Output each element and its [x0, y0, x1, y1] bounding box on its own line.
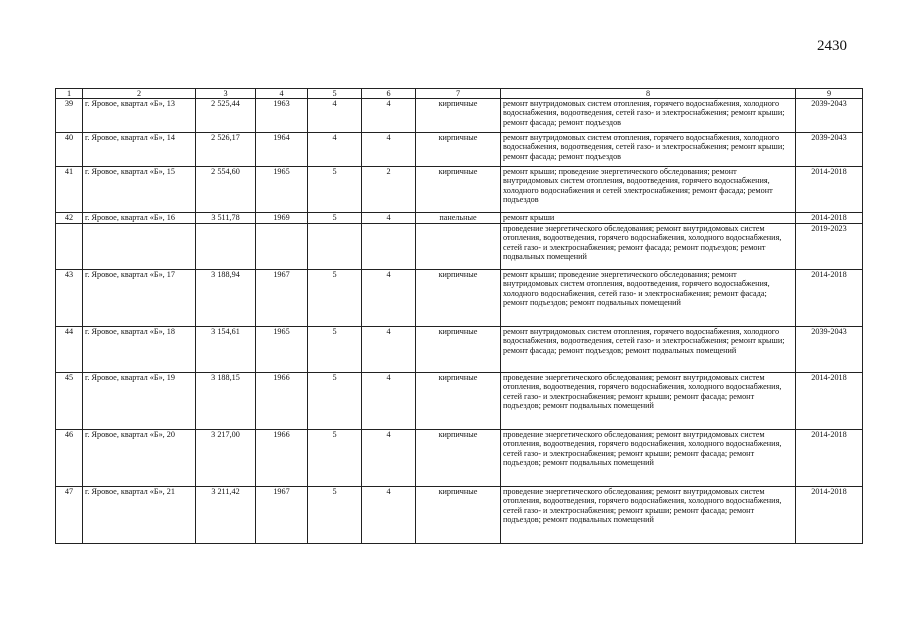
floors-cell — [308, 224, 362, 270]
address-cell — [83, 224, 196, 270]
column-header: 9 — [796, 89, 863, 99]
year-cell: 1965 — [256, 327, 308, 373]
address-cell: г. Яровое, квартал «Б», 16 — [83, 213, 196, 224]
area-cell — [196, 224, 256, 270]
wall-material-cell: кирпичные — [416, 167, 501, 213]
area-cell: 2 526,17 — [196, 133, 256, 167]
year-cell: 1964 — [256, 133, 308, 167]
floors-cell: 5 — [308, 430, 362, 487]
address-cell: г. Яровое, квартал «Б», 15 — [83, 167, 196, 213]
period-cell: 2014-2018 — [796, 270, 863, 327]
wall-material-cell: кирпичные — [416, 487, 501, 544]
works-cell: проведение энергетического обследования; ремонт внутридомовых систем отопления, водоотведения, горячего водоснабжения, холодного водоснабжения, сетей газо- и электроснабжения; ремонт фасада; ремонт подъездов; ремонт подвальных помещений — [501, 224, 796, 270]
table-row — [56, 133, 863, 167]
column-header: 7 — [416, 89, 501, 99]
works-cell: проведение энергетического обследования; ремонт внутридомовых систем отопления, водоотведения, горячего водоснабжения, холодного водоснабжения, сетей газо- и электроснабжения; ремонт крыши; ремонт фасада; ремонт подъездов; ремонт подвальных помещений — [501, 487, 796, 544]
row-number-cell: 40 — [56, 133, 83, 167]
area-cell: 3 154,61 — [196, 327, 256, 373]
year-cell: 1967 — [256, 487, 308, 544]
floors-cell: 5 — [308, 213, 362, 224]
works-cell: ремонт крыши; проведение энергетического обследования; ремонт внутридомовых систем отопления, водоотведения, горячего водоснабжения, холодного водоснабжения, сетей газо- и электроснабжения; ремонт фасада; ремонт подъездов; ремонт подвальных помещений — [501, 270, 796, 327]
period-cell: 2014-2018 — [796, 167, 863, 213]
entrances-cell: 4 — [362, 213, 416, 224]
row-number-cell: 46 — [56, 430, 83, 487]
wall-material-cell: кирпичные — [416, 99, 501, 133]
address-cell: г. Яровое, квартал «Б», 14 — [83, 133, 196, 167]
area-cell: 3 511,78 — [196, 213, 256, 224]
column-header: 2 — [83, 89, 196, 99]
entrances-cell: 4 — [362, 270, 416, 327]
column-header: 3 — [196, 89, 256, 99]
wall-material-cell: панельные — [416, 213, 501, 224]
entrances-cell — [362, 224, 416, 270]
page-number: 2430 — [817, 38, 847, 54]
period-cell: 2014-2018 — [796, 487, 863, 544]
table-row — [56, 213, 863, 224]
address-cell: г. Яровое, квартал «Б», 20 — [83, 430, 196, 487]
row-number-cell: 45 — [56, 373, 83, 430]
address-cell: г. Яровое, квартал «Б», 18 — [83, 327, 196, 373]
row-number-cell: 41 — [56, 167, 83, 213]
address-cell: г. Яровое, квартал «Б», 19 — [83, 373, 196, 430]
column-header: 8 — [501, 89, 796, 99]
floors-cell: 5 — [308, 487, 362, 544]
works-cell: ремонт крыши; проведение энергетического обследования; ремонт внутридомовых систем отопления, водоотведения, горячего водоснабжения, холодного водоснабжения и сетей электроснабжения; ремонт фасада; ремонт подъездов — [501, 167, 796, 213]
row-number-cell — [56, 224, 83, 270]
year-cell: 1966 — [256, 373, 308, 430]
area-cell: 2 525,44 — [196, 99, 256, 133]
entrances-cell: 4 — [362, 327, 416, 373]
period-cell: 2039-2043 — [796, 327, 863, 373]
wall-material-cell: кирпичные — [416, 133, 501, 167]
table-row — [56, 224, 863, 270]
floors-cell: 4 — [308, 133, 362, 167]
table-row — [56, 99, 863, 133]
column-header: 5 — [308, 89, 362, 99]
works-cell: ремонт внутридомовых систем отопления, горячего водоснабжения, холодного водоснабжения, водоотведения, сетей газо- и электроснабжения; ремонт крыши; ремонт фасада; ремонт подъездов; ремонт подвальных помещений — [501, 327, 796, 373]
entrances-cell: 2 — [362, 167, 416, 213]
year-cell: 1963 — [256, 99, 308, 133]
table-row — [56, 373, 863, 430]
row-number-cell: 44 — [56, 327, 83, 373]
floors-cell: 4 — [308, 99, 362, 133]
floors-cell: 5 — [308, 270, 362, 327]
row-number-cell: 47 — [56, 487, 83, 544]
column-header: 1 — [56, 89, 83, 99]
area-cell: 3 188,94 — [196, 270, 256, 327]
wall-material-cell — [416, 224, 501, 270]
area-cell: 3 188,15 — [196, 373, 256, 430]
table-row — [56, 487, 863, 544]
works-cell: ремонт внутридомовых систем отопления, горячего водоснабжения, холодного водоснабжения, водоотведения, сетей газо- и электроснабжения; ремонт крыши; ремонт фасада; ремонт подъездов — [501, 133, 796, 167]
table-row — [56, 327, 863, 373]
year-cell: 1966 — [256, 430, 308, 487]
wall-material-cell: кирпичные — [416, 270, 501, 327]
wall-material-cell: кирпичные — [416, 430, 501, 487]
row-number-cell: 42 — [56, 213, 83, 224]
floors-cell: 5 — [308, 373, 362, 430]
entrances-cell: 4 — [362, 430, 416, 487]
works-cell: ремонт крыши — [501, 213, 796, 224]
repair-schedule-table — [55, 88, 863, 544]
works-cell: проведение энергетического обследования; ремонт внутридомовых систем отопления, водоотведения, горячего водоснабжения, холодного водоснабжения, сетей газо- и электроснабжения; ремонт крыши; ремонт фасада; ремонт подъездов; ремонт подвальных помещений — [501, 373, 796, 430]
table-row — [56, 270, 863, 327]
area-cell: 2 554,60 — [196, 167, 256, 213]
works-cell: ремонт внутридомовых систем отопления, горячего водоснабжения, холодного водоснабжения, водоотведения, сетей газо- и электроснабжения; ремонт крыши; ремонт фасада; ремонт подъездов — [501, 99, 796, 133]
table-body — [56, 99, 863, 544]
table-row — [56, 430, 863, 487]
table-header-row — [56, 89, 863, 99]
period-cell: 2014-2018 — [796, 430, 863, 487]
address-cell: г. Яровое, квартал «Б», 21 — [83, 487, 196, 544]
entrances-cell: 4 — [362, 99, 416, 133]
wall-material-cell: кирпичные — [416, 373, 501, 430]
entrances-cell: 4 — [362, 133, 416, 167]
floors-cell: 5 — [308, 327, 362, 373]
period-cell: 2039-2043 — [796, 99, 863, 133]
floors-cell: 5 — [308, 167, 362, 213]
column-header: 4 — [256, 89, 308, 99]
year-cell: 1965 — [256, 167, 308, 213]
period-cell: 2014-2018 — [796, 373, 863, 430]
works-cell: проведение энергетического обследования; ремонт внутридомовых систем отопления, водоотведения, горячего водоснабжения, холодного водоснабжения, сетей газо- и электроснабжения; ремонт крыши; ремонт фасада; ремонт подъездов; ремонт подвальных помещений — [501, 430, 796, 487]
year-cell — [256, 224, 308, 270]
entrances-cell: 4 — [362, 373, 416, 430]
period-cell: 2014-2018 — [796, 213, 863, 224]
year-cell: 1967 — [256, 270, 308, 327]
address-cell: г. Яровое, квартал «Б», 13 — [83, 99, 196, 133]
period-cell: 2039-2043 — [796, 133, 863, 167]
row-number-cell: 39 — [56, 99, 83, 133]
table-row — [56, 167, 863, 213]
period-cell: 2019-2023 — [796, 224, 863, 270]
area-cell: 3 211,42 — [196, 487, 256, 544]
wall-material-cell: кирпичные — [416, 327, 501, 373]
address-cell: г. Яровое, квартал «Б», 17 — [83, 270, 196, 327]
year-cell: 1969 — [256, 213, 308, 224]
column-header: 6 — [362, 89, 416, 99]
row-number-cell: 43 — [56, 270, 83, 327]
entrances-cell: 4 — [362, 487, 416, 544]
area-cell: 3 217,00 — [196, 430, 256, 487]
